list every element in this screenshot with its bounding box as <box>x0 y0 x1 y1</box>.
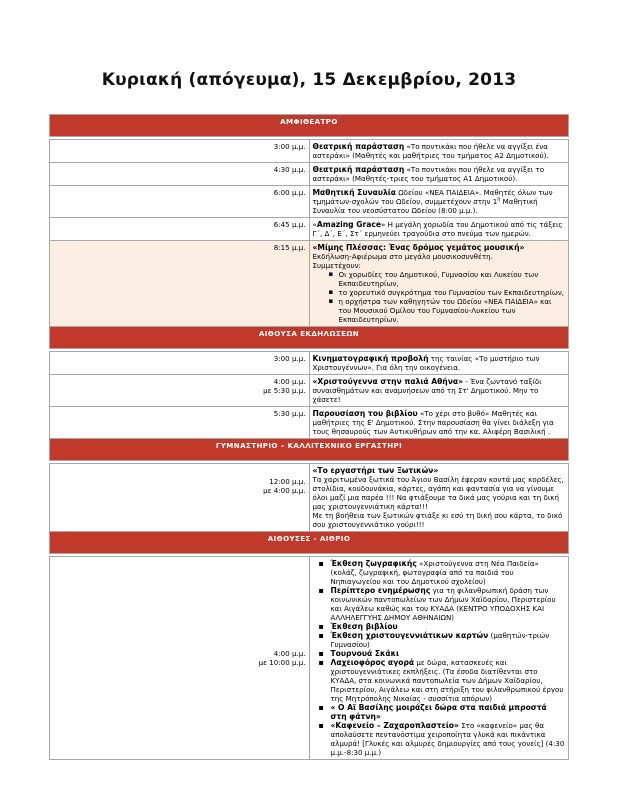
activity-title: «Καφενείο – Ζαχαροπλαστείο» <box>330 721 459 730</box>
event-description-cont: Μαθητική Συναυλία του νεοσύστατου Ωδείου (8:00 μ.μ.). <box>312 197 538 215</box>
table-row <box>50 140 569 163</box>
section-header-gymnastirio: ΓΥΜΝΑΣΤΗΡΙΟ – ΚΑΛΛΙΤΕΧΝΙΚΟ ΕΡΓΑΣΤΗΡΙ <box>50 439 569 461</box>
time-cell: 8:15 μ.μ. <box>50 241 310 327</box>
event-cell <box>309 557 569 760</box>
event-title: «Το εργαστήρι των Ξωτικών» <box>312 466 439 475</box>
list-item <box>313 631 566 649</box>
event-cell <box>309 163 569 186</box>
section-header-aithouses: ΑΙΘΟΥΣΕΣ - ΑΙΘΡΙΟ <box>50 532 569 554</box>
event-description: της ταινίας «Το μυστήριο των Χριστουγέννων». Για όλη την οικογένεια. <box>312 354 540 372</box>
time-end: με 5:30 μ.μ. <box>263 386 306 395</box>
activity-title: Τουρνουά Σκάκι <box>330 649 399 658</box>
activity-description: με δώρα, κατασκευές και χριστουγεννιάτικες εκπλήξεις. (Τα έσοδα διατίθενται στο ΚΥΑΔΑ, στα κοινωνικά παντοπωλεία των Δήμων Χαϊδαρίου, Περιστερίου, Αιγάλεω και στη στήριξη του φιλανθρωπικού έργου της Μητρόπολης Νικαίας - συσσίτια απόρων) <box>330 658 564 703</box>
activity-description: (μαθητών-τριών Γυμνασίου) <box>330 631 550 649</box>
time-start: 4:00 μ.μ. <box>273 649 306 658</box>
table-row <box>50 464 569 532</box>
event-title: «Μίμης Πλέσσας: Ένας δρόμος γεμάτος μουσική» <box>312 243 525 252</box>
activity-description: Στο «καφενείο» μας θα απολαύσετε πεντανόστιμα χειροποίητα γλυκά και πικάντικα αλμυρά! [Γλυκές και αλμυρές δημιουργίες από τους γονείς] (4:30 μ.μ.-8:30 μ.μ.) <box>330 721 565 757</box>
ordinal-suffix: η <box>497 196 501 203</box>
event-cell <box>309 352 569 375</box>
time-start: 4:00 μ.μ. <box>273 377 306 386</box>
event-description: - Ένα ζωντανό ταξίδι συναισθημάτων και αναμνήσεων από τη Στ' Δημοτικού. Μην το χάσετε! <box>312 377 542 404</box>
activity-title: Λαχειοφόρος αγορά <box>330 658 415 667</box>
table-row <box>50 163 569 186</box>
time-cell <box>50 464 310 532</box>
table-row <box>50 218 569 241</box>
activity-title: Περίπτερο ενημέρωσης <box>330 586 431 595</box>
time-end: με 4:00 μ.μ. <box>263 486 306 495</box>
activity-description: για τη φιλανθρωπική δράση των κοινωνικών παντοπωλείων των Δήμων Χαϊδαρίου, Περιστερίου και Αιγάλεω καθώς και του ΚΥΑΔΑ (ΚΕΝΤΡΟ ΥΠΟΔΟΧΗΣ ΚΑΙ ΑΛΛΗΛΕΓΓΥΗΣ ΔΗΜΟΥ ΑΘΗΝΑΙΩΝ) <box>330 586 556 622</box>
event-title: Θεατρική παράσταση <box>312 142 405 151</box>
event-description: Τα χαριτωμένα ξωτικά του Άγιου Βασίλη έφεραν κοντά μας κορδέλες, στολίδια, κουδουνάκια, κάρτες, αγάπη και φαντασία για να γίνουμε όλοι μαζί μια παρέα !!! Να φτιάξουμε τα δικά μας γούρια και τη δική μας χριστουγεννιάτικη κάρτα!!! <box>312 475 564 511</box>
table-row-highlight <box>50 241 569 327</box>
activity-title: Έκθεση βιβλίου <box>330 622 398 631</box>
section-header-aithousa: ΑΙΘΟΥΣΑ ΕΚΔΗΛΩΣΕΩΝ <box>50 327 569 349</box>
table-row <box>50 375 569 407</box>
table-row <box>50 352 569 375</box>
event-description: «Το χέρι στο βυθό» Μαθητές και μαθήτριες της Ε' Δημοτικού. Στην παρουσίαση θα γίνει διάλεξη για τους θησαυρούς των Αντικυθήρων από την κα. Αλιφέρη Βασιλική . <box>312 409 554 436</box>
table-row <box>50 186 569 218</box>
page-title: Κυριακή (απόγευμα), 15 Δεκεμβρίου, 2013 <box>101 70 517 90</box>
event-cell <box>309 218 569 241</box>
activity-title: « Ο Αϊ Βασίλης μοιράζει δώρα στα παιδιά μπροστά στη φάτνη» <box>330 703 547 721</box>
list-item <box>313 586 566 622</box>
time-cell <box>50 557 310 760</box>
time-cell: 6:00 μ.μ. <box>50 186 310 218</box>
list-item: ▪ το χορευτικό συγκρότημα του Γυμνασίου των Εκπαιδευτηρίων, <box>313 288 566 297</box>
participants-list <box>313 270 566 324</box>
event-title: Θεατρική παράσταση <box>312 165 405 174</box>
list-item <box>313 721 566 757</box>
table-row <box>50 407 569 439</box>
list-item <box>313 622 566 631</box>
event-description: Εκδήλωση-Αφιέρωμα στο μεγάλο μουσικοσυνθέτη. <box>312 252 493 261</box>
table-row <box>50 557 569 760</box>
time-cell <box>50 375 310 407</box>
event-title: Κινηματογραφική προβολή <box>312 354 429 363</box>
time-cell: 6:45 μ.μ. <box>50 218 310 241</box>
time-cell: 4:30 μ.μ. <box>50 163 310 186</box>
list-item: ▪ η ορχήστρα των καθηγητών του Ωδείου «ΝΕΑ ΠΑΙΔΕΙΑ» και του Μουσικού Ομίλου του Γυμνασίου-Λυκείου των Εκπαιδευτηρίων. <box>313 297 566 324</box>
list-item: ▪ Οι χορωδίες του Δημοτικού, Γυμνασίου και Λυκείου των Εκπαιδευτηρίων, <box>313 270 566 288</box>
time-cell: 3:00 μ.μ. <box>50 140 310 163</box>
event-cell <box>309 186 569 218</box>
activity-title: Έκθεση ζωγραφικής <box>330 559 417 568</box>
event-cell <box>309 241 569 327</box>
list-item <box>313 559 566 586</box>
schedule-table <box>49 114 569 760</box>
event-description: «Το ποντικάκι που ήθελε να αγγίξει ένα αστεράκι» (Μαθητές και μαθήτριες του τμήματος Α2 Δημοτικού). <box>312 142 549 160</box>
time-end: με 10:00 μ.μ. <box>258 658 306 667</box>
quote-mark: « <box>312 220 317 229</box>
event-description-cont: Με τη βοήθεια των ξωτικών φτιάξε κι εσύ τη δική σου κάρτα, το δικό σου χριστουγεννιάτικο γούρι!!! <box>312 511 563 529</box>
list-item <box>313 703 566 721</box>
event-cell <box>309 375 569 407</box>
event-cell <box>309 140 569 163</box>
event-cell <box>309 464 569 532</box>
event-title: «Χριστούγεννα στην παλιά Αθήνα» <box>312 377 463 386</box>
time-start: 12:00 μ.μ. <box>269 477 306 486</box>
time-cell: 3:00 μ.μ. <box>50 352 310 375</box>
participants-intro: Συμμετέχουν: <box>312 261 361 270</box>
event-title: Μαθητική Συναυλία <box>312 188 396 197</box>
event-title: Amazing Grace <box>316 220 382 229</box>
activities-list <box>313 559 566 757</box>
time-cell: 5:30 μ.μ. <box>50 407 310 439</box>
event-description: Ωδείου «ΝΕΑ ΠΑΙΔΕΙΑ». Μαθητές όλων των τμημάτων-σχολών του Ωδείου, συμμετέχουν στην 1 <box>312 188 553 206</box>
activity-description: «Χριστούγεννα στη Νέα Παιδεία» (κολάζ, ζωγραφική, φωτογραφία από τα παιδιά του Νηπιαγωγείου και του Δημοτικού σχολείου) <box>330 559 539 586</box>
list-item <box>313 649 566 658</box>
event-title: Παρουσίαση του βιβλίου <box>312 409 418 418</box>
event-cell <box>309 407 569 439</box>
event-description: » Η μεγάλη χορωδία του Δημοτικού από τις τάξεις Γ΄, Δ΄, Ε΄, Στ΄ ερμηνεύει τραγούδια στο πνεύμα των ημερών. <box>312 220 563 238</box>
list-item <box>313 658 566 703</box>
event-description: «Το ποντικάκι που ήθελε να αγγίξει το αστεράκι» (Μαθητές-τριες του τμήματος Α1 Δημοτικού). <box>312 165 545 183</box>
activity-title: Έκθεση χριστουγεννιάτικων καρτών <box>330 631 489 640</box>
section-header-amfitheatro: ΑΜΦΙΘΕΑΤΡΟ <box>50 115 569 137</box>
